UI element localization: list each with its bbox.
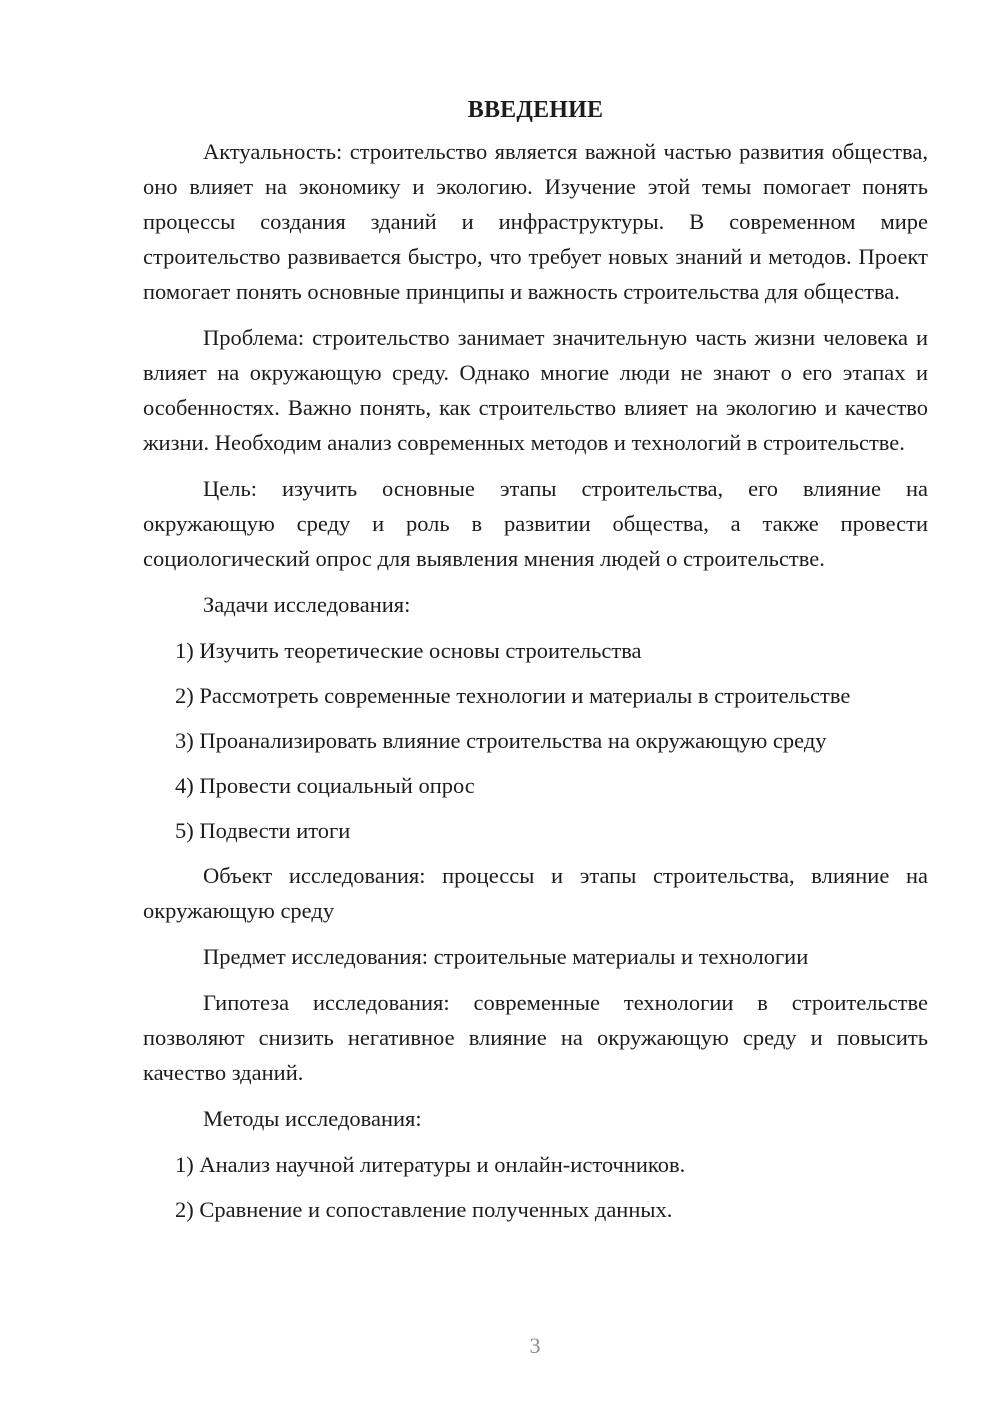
task-item-3: 3) Проанализировать влияние строительства на окружающую среду	[175, 728, 827, 753]
method-item-2: 2) Сравнение и сопоставление полученных данных.	[175, 1197, 673, 1222]
task-item-4: 4) Провести социальный опрос	[175, 773, 475, 798]
task-item-5: 5) Подвести итоги	[175, 818, 351, 843]
subject-paragraph: Предмет исследования: строительные материалы и технологии	[203, 944, 809, 969]
hypothesis-paragraph: Гипотеза исследования: современные технологии в строительстве позволяют снизить негативное влияние на окружающую среду и повысить качество зданий.	[143, 990, 928, 1085]
page-body	[143, 92, 928, 1237]
page-number: 3	[529, 1333, 541, 1358]
task-item-2: 2) Рассмотреть современные технологии и материалы в строительстве	[175, 683, 851, 708]
task-item-1: 1) Изучить теоретические основы строительства	[175, 638, 642, 663]
method-item-1: 1) Анализ научной литературы и онлайн-источников.	[175, 1152, 686, 1177]
object-paragraph: Объект исследования: процессы и этапы строительства, влияние на окружающую среду	[143, 863, 928, 923]
goal-paragraph: Цель: изучить основные этапы строительства, его влияние на окружающую среду и роль в развитии общества, а также провести социологический опрос для выявления мнения людей о строительстве.	[143, 476, 928, 571]
page-title: ВВЕДЕНИЕ	[467, 97, 604, 123]
tasks-heading: Задачи исследования:	[203, 592, 411, 617]
relevance-paragraph: Актуальность: строительство является важной частью развития общества, оно влияет на экономику и экологию. Изучение этой темы помогает понять процессы создания зданий и инфраструктуры. В современном мире строительство развивается быстро, что требует новых знаний и методов. Проект помогает понять основные принципы и важность строительства для общества.	[143, 139, 928, 304]
methods-heading: Методы исследования:	[203, 1106, 422, 1131]
problem-paragraph: Проблема: строительство занимает значительную часть жизни человека и влияет на окружающую среду. Однако многие люди не знают о его этапах и особенностях. Важно понять, как строительство влияет на экологию и качество жизни. Необходим анализ современных методов и технологий в строительстве.	[143, 325, 928, 455]
